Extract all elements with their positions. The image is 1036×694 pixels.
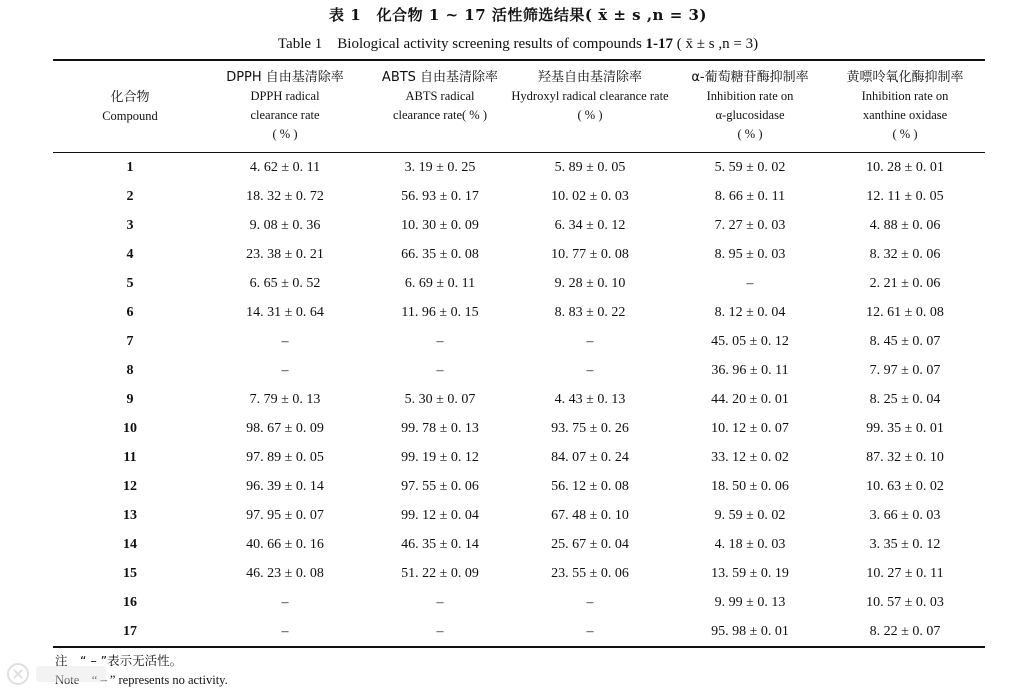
xanthine-value: 3. 66 ± 0. 03 xyxy=(869,508,941,523)
xanthine-value: 7. 97 ± 0. 07 xyxy=(869,363,941,378)
abts-value: 97. 55 ± 0. 06 xyxy=(401,479,479,494)
abts-value: 6. 69 ± 0. 11 xyxy=(404,276,476,291)
hydroxyl-value: 25. 67 ± 0. 04 xyxy=(551,537,629,552)
abts-value: – xyxy=(436,595,444,610)
table-row xyxy=(53,329,985,358)
dpph-value: 14. 31 ± 0. 64 xyxy=(246,305,324,320)
footnote-en: Note “ – ” represents no activity. xyxy=(55,673,228,687)
dpph-value: – xyxy=(281,595,289,610)
header-abts-cn: ABTS 自由基清除率 xyxy=(381,70,499,85)
table-row xyxy=(53,155,985,184)
header-glucosidase-en-2: α-glucosidase xyxy=(715,108,785,122)
table-row xyxy=(53,474,985,503)
header-abts-en-2: clearance rate( % ) xyxy=(392,108,488,122)
compound-id: 3 xyxy=(126,218,134,233)
table-caption-en xyxy=(0,32,1036,53)
table-header-rule xyxy=(53,152,985,153)
abts-value: 99. 12 ± 0. 04 xyxy=(401,508,479,523)
xanthine-value: 10. 57 ± 0. 03 xyxy=(866,595,944,610)
caption-en-suffix: ( x̄ ± s ,n = 3) xyxy=(673,36,759,52)
header-xanthine xyxy=(825,68,985,144)
table-bottom-rule xyxy=(53,646,985,648)
table-row xyxy=(53,503,985,532)
watermark-logo-icon xyxy=(4,656,114,690)
table-row xyxy=(53,242,985,271)
header-glucosidase xyxy=(675,68,825,144)
abts-value: 5. 30 ± 0. 07 xyxy=(404,392,476,407)
dpph-value: 97. 95 ± 0. 07 xyxy=(246,508,324,523)
xanthine-value: 8. 22 ± 0. 07 xyxy=(869,624,941,639)
header-dpph-en-3: ( % ) xyxy=(272,127,298,141)
table-row xyxy=(53,416,985,445)
compound-id: 1 xyxy=(126,160,134,175)
table-row xyxy=(53,561,985,590)
xanthine-value: 99. 35 ± 0. 01 xyxy=(866,421,944,436)
hydroxyl-value: 9. 28 ± 0. 10 xyxy=(554,276,626,291)
compound-id: 8 xyxy=(126,363,134,378)
header-dpph-en-1: DPPH radical xyxy=(250,89,320,103)
glucosidase-value: 10. 12 ± 0. 07 xyxy=(711,421,789,436)
glucosidase-value: 18. 50 ± 0. 06 xyxy=(711,479,789,494)
table-row xyxy=(53,300,985,329)
glucosidase-value: 8. 66 ± 0. 11 xyxy=(714,189,786,204)
abts-value: 56. 93 ± 0. 17 xyxy=(401,189,479,204)
header-compound-cn: 化合物 xyxy=(110,90,150,105)
glucosidase-value: 33. 12 ± 0. 02 xyxy=(711,450,789,465)
header-xanthine-cn: 黄嘌呤氧化酶抑制率 xyxy=(846,70,964,85)
dpph-value: – xyxy=(281,334,289,349)
dpph-value: 40. 66 ± 0. 16 xyxy=(246,537,324,552)
dpph-value: 98. 67 ± 0. 09 xyxy=(246,421,324,436)
glucosidase-value: 13. 59 ± 0. 19 xyxy=(711,566,789,581)
compound-id: 16 xyxy=(123,595,137,610)
glucosidase-value: 44. 20 ± 0. 01 xyxy=(711,392,789,407)
table-row xyxy=(53,213,985,242)
glucosidase-value: 36. 96 ± 0. 11 xyxy=(711,363,789,378)
xanthine-value: 10. 63 ± 0. 02 xyxy=(866,479,944,494)
compound-id: 13 xyxy=(123,508,137,523)
caption-en-compounds: 1-17 xyxy=(645,36,674,52)
dpph-value: 9. 08 ± 0. 36 xyxy=(249,218,321,233)
hydroxyl-value: 6. 34 ± 0. 12 xyxy=(554,218,626,233)
header-xanthine-en-2: xanthine oxidase xyxy=(862,108,948,122)
abts-value: – xyxy=(436,363,444,378)
hydroxyl-value: – xyxy=(586,363,594,378)
header-dpph-en-2: clearance rate xyxy=(250,108,320,122)
header-hydroxyl xyxy=(495,68,685,125)
glucosidase-value: 9. 59 ± 0. 02 xyxy=(714,508,786,523)
table-row xyxy=(53,387,985,416)
header-glucosidase-cn: α-葡萄糖苷酶抑制率 xyxy=(691,70,809,85)
header-hydroxyl-cn: 羟基自由基清除率 xyxy=(537,70,642,85)
table-row xyxy=(53,619,985,648)
compound-id: 12 xyxy=(123,479,137,494)
hydroxyl-value: – xyxy=(586,595,594,610)
header-hydroxyl-en-2: ( % ) xyxy=(577,108,603,122)
hydroxyl-value: 67. 48 ± 0. 10 xyxy=(551,508,629,523)
hydroxyl-value: – xyxy=(586,624,594,639)
xanthine-value: 87. 32 ± 0. 10 xyxy=(866,450,944,465)
compound-id: 5 xyxy=(126,276,134,291)
table-body xyxy=(53,155,985,648)
table-row xyxy=(53,271,985,300)
xanthine-value: 4. 88 ± 0. 06 xyxy=(869,218,941,233)
compound-id: 14 xyxy=(123,537,137,552)
dpph-value: 7. 79 ± 0. 13 xyxy=(249,392,321,407)
abts-value: – xyxy=(436,624,444,639)
hydroxyl-value: 56. 12 ± 0. 08 xyxy=(551,479,629,494)
hydroxyl-value: 23. 55 ± 0. 06 xyxy=(551,566,629,581)
header-compound-en: Compound xyxy=(102,109,158,123)
xanthine-value: 12. 11 ± 0. 05 xyxy=(866,189,944,204)
header-glucosidase-en-1: Inhibition rate on xyxy=(706,89,794,103)
table-caption-cn: 表 1 化合物 1 ~ 17 活性筛选结果( x̄ ± s ,n = 3) xyxy=(328,6,708,24)
compound-id: 9 xyxy=(126,392,134,407)
hydroxyl-value: 8. 83 ± 0. 22 xyxy=(554,305,626,320)
compound-id: 17 xyxy=(123,624,137,639)
hydroxyl-value: 10. 02 ± 0. 03 xyxy=(551,189,629,204)
abts-value: – xyxy=(436,334,444,349)
xanthine-value: 3. 35 ± 0. 12 xyxy=(869,537,941,552)
abts-value: 11. 96 ± 0. 15 xyxy=(401,305,479,320)
dpph-value: 46. 23 ± 0. 08 xyxy=(246,566,324,581)
glucosidase-value: 4. 18 ± 0. 03 xyxy=(714,537,786,552)
xanthine-value: 8. 25 ± 0. 04 xyxy=(869,392,941,407)
header-abts xyxy=(365,68,515,125)
caption-en-prefix: Table 1 Biological activity screening results of compounds xyxy=(277,36,646,52)
abts-value: 66. 35 ± 0. 08 xyxy=(401,247,479,262)
footnote-cn: 注 “ – ”表示无活性。 xyxy=(55,653,183,668)
header-xanthine-en-3: ( % ) xyxy=(892,127,918,141)
abts-value: 99. 19 ± 0. 12 xyxy=(401,450,479,465)
xanthine-value: 2. 21 ± 0. 06 xyxy=(869,276,941,291)
glucosidase-value: 7. 27 ± 0. 03 xyxy=(714,218,786,233)
abts-value: 46. 35 ± 0. 14 xyxy=(401,537,479,552)
table-top-rule xyxy=(53,59,985,61)
table-row xyxy=(53,184,985,213)
header-glucosidase-en-3: ( % ) xyxy=(737,127,763,141)
compound-id: 4 xyxy=(126,247,134,262)
hydroxyl-value: 5. 89 ± 0. 05 xyxy=(554,160,626,175)
hydroxyl-value: 4. 43 ± 0. 13 xyxy=(554,392,626,407)
glucosidase-value: 8. 12 ± 0. 04 xyxy=(714,305,786,320)
table-row xyxy=(53,590,985,619)
compound-id: 11 xyxy=(123,450,137,465)
compound-id: 6 xyxy=(126,305,134,320)
header-compound xyxy=(60,88,200,126)
header-dpph xyxy=(200,68,370,144)
dpph-value: – xyxy=(281,624,289,639)
compound-id: 10 xyxy=(123,421,137,436)
xanthine-value: 8. 32 ± 0. 06 xyxy=(869,247,941,262)
dpph-value: 4. 62 ± 0. 11 xyxy=(249,160,321,175)
dpph-value: 97. 89 ± 0. 05 xyxy=(246,450,324,465)
abts-value: 99. 78 ± 0. 13 xyxy=(401,421,479,436)
dpph-value: 18. 32 ± 0. 72 xyxy=(246,189,324,204)
glucosidase-value: 9. 99 ± 0. 13 xyxy=(714,595,786,610)
hydroxyl-value: – xyxy=(586,334,594,349)
table-row xyxy=(53,532,985,561)
glucosidase-value: 45. 05 ± 0. 12 xyxy=(711,334,789,349)
glucosidase-value: 95. 98 ± 0. 01 xyxy=(711,624,789,639)
table-row xyxy=(53,358,985,387)
table-row xyxy=(53,445,985,474)
glucosidase-value: 5. 59 ± 0. 02 xyxy=(714,160,786,175)
dpph-value: 96. 39 ± 0. 14 xyxy=(246,479,324,494)
xanthine-value: 10. 28 ± 0. 01 xyxy=(866,160,944,175)
compound-id: 2 xyxy=(126,189,134,204)
header-hydroxyl-en-1: Hydroxyl radical clearance rate xyxy=(511,89,669,103)
hydroxyl-value: 10. 77 ± 0. 08 xyxy=(551,247,629,262)
abts-value: 10. 30 ± 0. 09 xyxy=(401,218,479,233)
xanthine-value: 10. 27 ± 0. 11 xyxy=(866,566,944,581)
xanthine-value: 8. 45 ± 0. 07 xyxy=(869,334,941,349)
hydroxyl-value: 93. 75 ± 0. 26 xyxy=(551,421,629,436)
hydroxyl-value: 84. 07 ± 0. 24 xyxy=(551,450,629,465)
glucosidase-value: – xyxy=(746,276,754,291)
abts-value: 51. 22 ± 0. 09 xyxy=(401,566,479,581)
header-dpph-cn: DPPH 自由基清除率 xyxy=(226,70,344,85)
header-xanthine-en-1: Inhibition rate on xyxy=(861,89,949,103)
glucosidase-value: 8. 95 ± 0. 03 xyxy=(714,247,786,262)
dpph-value: 23. 38 ± 0. 21 xyxy=(246,247,324,262)
header-abts-en-1: ABTS radical xyxy=(405,89,475,103)
compound-id: 7 xyxy=(126,334,134,349)
dpph-value: – xyxy=(281,363,289,378)
dpph-value: 6. 65 ± 0. 52 xyxy=(249,276,321,291)
abts-value: 3. 19 ± 0. 25 xyxy=(404,160,476,175)
compound-id: 15 xyxy=(123,566,137,581)
xanthine-value: 12. 61 ± 0. 08 xyxy=(866,305,944,320)
